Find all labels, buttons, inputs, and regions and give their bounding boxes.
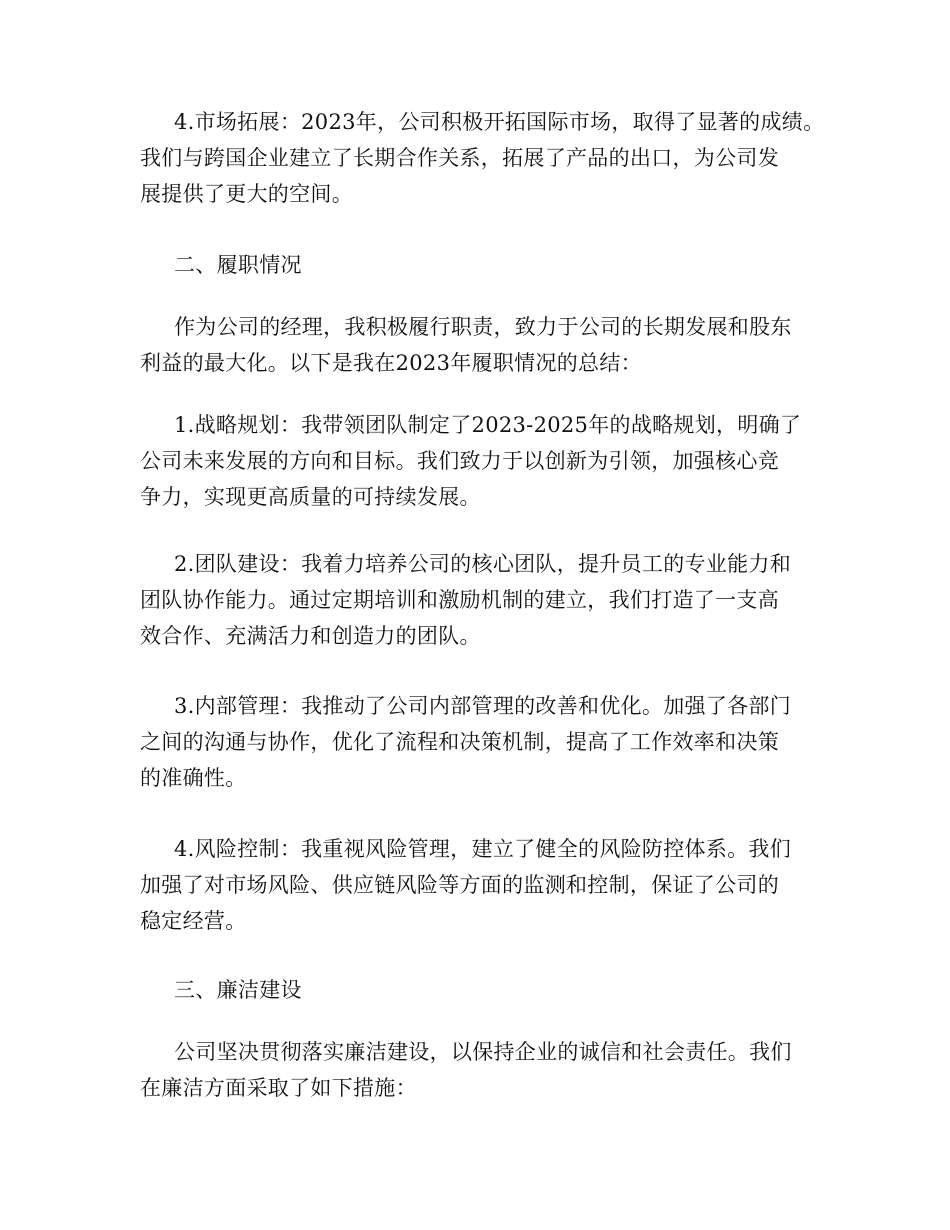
internal-management-paragraph [140, 688, 840, 796]
paragraph-line: 我们与跨国企业建立了长期合作关系，拓展了产品的出口，为公司发 [140, 146, 779, 170]
paragraph-line: 加强了对市场风险、供应链风险等方面的监测和控制，保证了公司的 [140, 873, 779, 897]
paragraph-line: 效合作、充满活力和创造力的团队。 [140, 624, 481, 648]
paragraph-line: 4.风险控制：我重视风险管理，建立了健全的风险防控体系。我们 [174, 837, 792, 861]
paragraph-line: 争力，实现更高质量的可持续发展。 [140, 485, 481, 509]
duty-intro-paragraph [140, 309, 840, 381]
paragraph-line: 公司未来发展的方向和目标。我们致力于以创新为引领，加强核心竞 [140, 449, 779, 473]
integrity-intro-paragraph [140, 1034, 840, 1106]
strategic-planning-paragraph [140, 407, 840, 515]
paragraph-line: 2.团队建设：我着力培养公司的核心团队，提升员工的专业能力和 [174, 552, 792, 576]
paragraph-line: 1.战略规划：我带领团队制定了2023-2025年的战略规划，明确了 [174, 413, 802, 437]
paragraph-line: 稳定经营。 [140, 909, 247, 933]
paragraph-line: 作为公司的经理，我积极履行职责，致力于公司的长期发展和股东 [174, 315, 792, 339]
paragraph-line: 在廉洁方面采取了如下措施： [140, 1076, 417, 1100]
paragraph-line: 公司坚决贯彻落实廉洁建设，以保持企业的诚信和社会责任。我们 [174, 1040, 792, 1064]
paragraph-line: 4.市场拓展：2023年，公司积极开拓国际市场，取得了显著的成绩。 [174, 110, 825, 134]
paragraph-line: 3.内部管理：我推动了公司内部管理的改善和优化。加强了各部门 [174, 694, 792, 718]
paragraph-line: 展提供了更大的空间。 [140, 182, 353, 206]
market-expansion-paragraph [140, 104, 840, 212]
team-building-paragraph [140, 546, 840, 654]
section-2-heading: 二、履职情况 [174, 253, 302, 277]
risk-control-paragraph [140, 831, 840, 939]
paragraph-line: 之间的沟通与协作，优化了流程和决策机制，提高了工作效率和决策 [140, 730, 779, 754]
section-3-heading: 三、廉洁建设 [174, 978, 302, 1002]
paragraph-line: 利益的最大化。以下是我在2023年履职情况的总结： [140, 351, 642, 375]
paragraph-line: 的准确性。 [140, 766, 247, 790]
paragraph-line: 团队协作能力。通过定期培训和激励机制的建立，我们打造了一支高 [140, 588, 779, 612]
